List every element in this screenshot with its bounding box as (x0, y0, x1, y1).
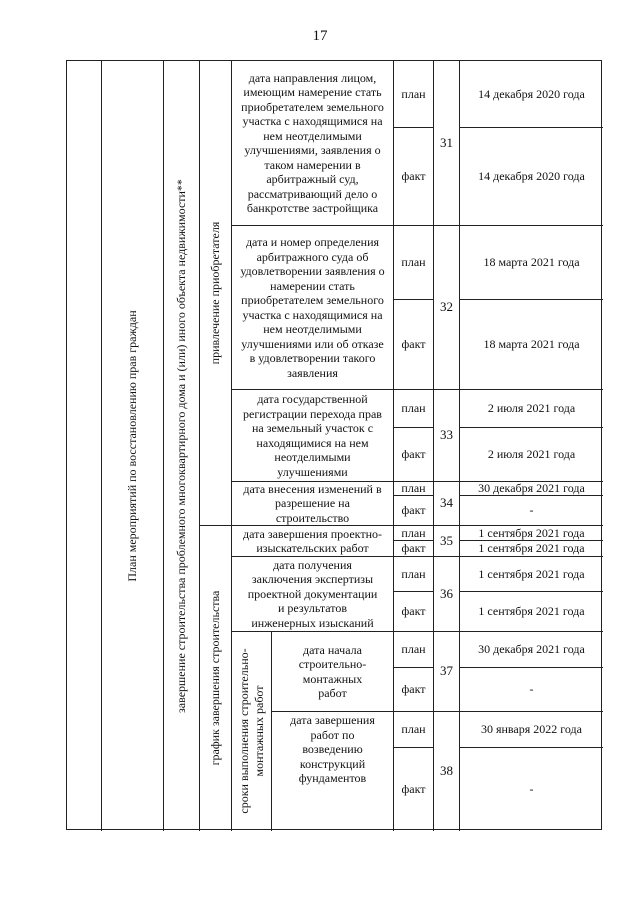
row-34-fact-label: факт (401, 503, 426, 518)
row-32-fact-date: 18 марта 2021 года (483, 337, 580, 352)
row-34-fact-date: - (529, 503, 534, 518)
row-35-plan-label: план (401, 525, 426, 540)
row-38-plan-date: 30 января 2022 года (480, 722, 582, 737)
row-37-number: 37 (440, 663, 453, 679)
row-31-number: 31 (440, 134, 453, 150)
column-divider (163, 61, 164, 831)
row-38-fact-date: - (529, 782, 534, 797)
row-31-plan-date: 14 декабря 2020 года (478, 86, 585, 101)
row-38-fact-label: факт (401, 782, 426, 797)
row-32-plan-date: 18 марта 2021 года (483, 255, 580, 270)
row-32-plan-label: план (401, 255, 426, 270)
column-divider (199, 61, 200, 831)
row-31-description: дата направления лицом, имеющим намерение стать приобретателем земельного участка с находящимися на нем неотделимыми улучшениями, заявления о таком намерении в арбитражный суд, рассматривающий дело о банкротстве застройщика (241, 70, 384, 215)
row-33-plan-label: план (401, 401, 426, 416)
row-37-plan-date: 30 декабря 2021 года (478, 642, 585, 657)
row-36-fact-label: факт (401, 604, 426, 619)
acquirer-title: привлечение приобретателя (208, 221, 222, 365)
object-title: завершение строительства проблемного многоквартирного дома и (или) иного объекта недвижимости** (174, 179, 188, 713)
row-36-plan-label: план (401, 566, 426, 581)
row-34-plan-date: 30 декабря 2021 года (478, 481, 585, 496)
row-33-fact-label: факт (401, 447, 426, 462)
row-35-plan-date: 1 сентября 2021 года (478, 525, 585, 540)
row-32-description: дата и номер определения арбитражного суда об удовлетворении заявления о намерении стать приобретателем земельного участка с находящимися на нем неотделимыми улучшениями или об отказе в удовлетворении такого заявления (240, 235, 385, 380)
row-31-plan-label: план (401, 86, 426, 101)
schedule-title: график завершения строительства (208, 590, 222, 766)
row-33-plan-date: 2 июля 2021 года (487, 401, 576, 416)
row-36-description: дата получения заключения экспертизы проектной документации и результатов инженерных изысканий (247, 557, 378, 630)
row-31-fact-label: факт (401, 169, 426, 184)
row-38-description: дата завершения работ по возведению конструкций фундаментов (290, 713, 375, 785)
row-35-fact-date: 1 сентября 2021 года (478, 541, 585, 556)
row-34-number: 34 (440, 495, 453, 511)
row-38-plan-label: план (401, 722, 426, 737)
row-35-number: 35 (440, 532, 453, 548)
terms-title-line2: монтажных работ (252, 685, 266, 777)
plan-title: План мероприятий по восстановлению прав граждан (125, 310, 139, 582)
row-37-fact-date: - (529, 682, 534, 697)
row-36-fact-date: 1 сентября 2021 года (478, 604, 585, 619)
column-divider (101, 61, 102, 831)
row-33-description: дата государственной регистрации перехода прав на земельный участок с находящимися на нем неотделимыми улучшениями (243, 392, 382, 479)
row-37-plan-label: план (401, 642, 426, 657)
row-35-fact-label: факт (401, 541, 426, 556)
row-37-fact-label: факт (401, 682, 426, 697)
row-33-fact-date: 2 июля 2021 года (487, 447, 576, 462)
row-34-plan-label: план (401, 481, 426, 496)
row-33-number: 33 (440, 427, 453, 443)
row-32-number: 32 (440, 299, 453, 315)
row-38-number: 38 (440, 763, 453, 779)
row-34-description: дата внесения изменений в разрешение на строительство (243, 481, 382, 525)
row-35-description: дата завершения проектно-изыскательских работ (243, 526, 382, 555)
row-31-fact-date: 14 декабря 2020 года (478, 169, 585, 184)
row-37-description: дата начала строительно-монтажных работ (298, 642, 367, 700)
schedule-table (66, 60, 602, 830)
row-36-number: 36 (440, 585, 453, 601)
row-32-fact-label: факт (401, 337, 426, 352)
page-number: 17 (312, 28, 328, 44)
row-36-plan-date: 1 сентября 2021 года (478, 566, 585, 581)
terms-title-line1: сроки выполнения строительно- (237, 648, 251, 814)
